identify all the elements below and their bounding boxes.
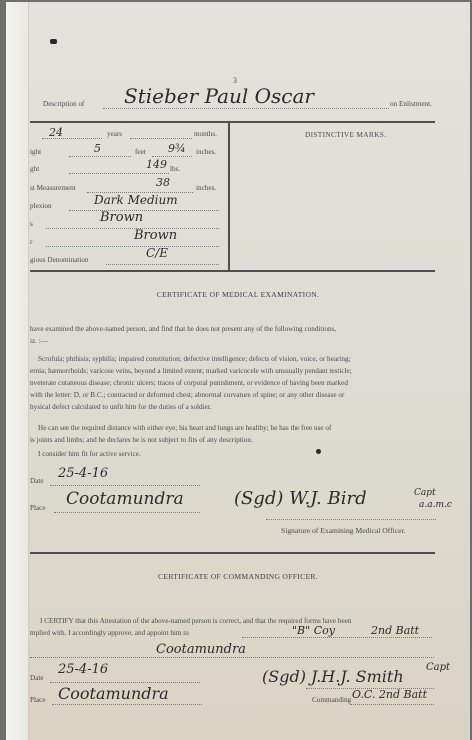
medical-signature-rank: Capt (414, 488, 436, 498)
religion-value: C/E (146, 246, 168, 260)
page-fold (6, 2, 29, 740)
medical-intro: have examined the above-named person, and find that he does not present any of the following conditions, iz. :— (30, 325, 337, 345)
commanding-signature: (Sgd) J.H.J. Smith (262, 667, 404, 686)
commanding-date-label: Date (30, 674, 44, 682)
recruit-name: Stieber Paul Oscar (124, 84, 314, 108)
commanding-location: Cootamundra (156, 642, 246, 657)
fit-statement: I consider him fit for active service. (38, 450, 141, 458)
commanding-unit-company: "B" Coy (292, 624, 335, 637)
height-feet-unit: feet (135, 148, 146, 156)
medical-signature-caption: Signature of Examining Medical Officer. (281, 526, 406, 535)
eyes-label: s (30, 220, 33, 228)
commanding-date-value: 25-4-16 (58, 662, 109, 677)
attestation-page (6, 2, 470, 740)
height-inches-unit: inches. (196, 148, 217, 156)
commanding-place-value: Cootamundra (58, 684, 169, 703)
commanding-place-label: Place (30, 696, 46, 704)
weight-value: 149 (146, 158, 167, 171)
commanding-certificate-title: CERTIFICATE OF COMMANDING OFFICER. (158, 572, 318, 581)
chest-label: st Measurement (30, 184, 76, 192)
on-enlistment-label: on Enlistment. (390, 100, 432, 108)
medical-signature-corps: a.a.m.c (419, 500, 452, 510)
commanding-certification: I CERTIFY that this Attestation of the above-named person is correct, and that the required forms have been mplied with. I accordingly approve, and appoint him to (30, 617, 352, 637)
medical-fitness: He can see the required distance with either eye; his heart and lungs are healthy; he has the free use of is joints and limbs; and he declares he is not subject to fits of any description. (30, 424, 332, 444)
religion-label: gious Denomination (30, 256, 89, 264)
ink-blot (50, 39, 57, 44)
age-months-unit: months. (194, 130, 217, 138)
weight-label: ght (30, 165, 40, 173)
commanding-value: O.C. 2nd Batt (352, 688, 427, 701)
complexion-label: plexion (30, 202, 52, 210)
age-years-unit: years (107, 130, 123, 138)
hair-value: Brown (134, 228, 178, 243)
medical-certificate-title: CERTIFICATE OF MEDICAL EXAMINATION. (156, 290, 320, 299)
commanding-label: Commanding (312, 696, 352, 704)
medical-date-value: 25-4-16 (58, 466, 109, 481)
height-label: ight (30, 148, 42, 156)
chest-value: 38 (156, 176, 170, 189)
hair-label: r (30, 238, 33, 246)
page-mark: 3 (233, 76, 237, 85)
age-years-value: 24 (49, 126, 63, 139)
medical-place-value: Cootamundra (66, 489, 184, 509)
description-label: Description of (43, 100, 85, 108)
medical-signature: (Sgd) W.J. Bird (234, 488, 367, 509)
medical-conditions: Scrofula; phthisis; syphilis; impaired constitution; defective intelligence; defects of vision, voice, or hearing; ernia; hæmorrhoids; varicose veins, beyond a limited extent; marked varicocele with unusually pendant testicle; nveterate cutaneous disease; chronic ulcers; traces of corporal punishment, or evidence of having been marked with the letter: D, or B.C.; contracted or deformed chest; abnormal curvature of spine; or any other disease or hysical defect calculated to unfit him for the duties of a soldier. (30, 355, 352, 411)
medical-place-label: Place (30, 504, 46, 512)
height-feet-value: 5 (94, 142, 101, 155)
commanding-unit-battalion: 2nd Batt (371, 624, 420, 637)
commanding-signature-rank: Capt (426, 662, 451, 673)
complexion-value: Dark Medium (94, 193, 178, 207)
eyes-value: Brown (100, 210, 144, 225)
weight-unit: lbs. (170, 165, 181, 173)
chest-unit: inches. (196, 184, 217, 192)
ink-dot (316, 449, 321, 454)
distinctive-marks-title: DISTINCTIVE MARKS. (305, 130, 387, 139)
medical-date-label: Date (30, 477, 44, 485)
height-inches-value: 9¾ (168, 142, 186, 155)
